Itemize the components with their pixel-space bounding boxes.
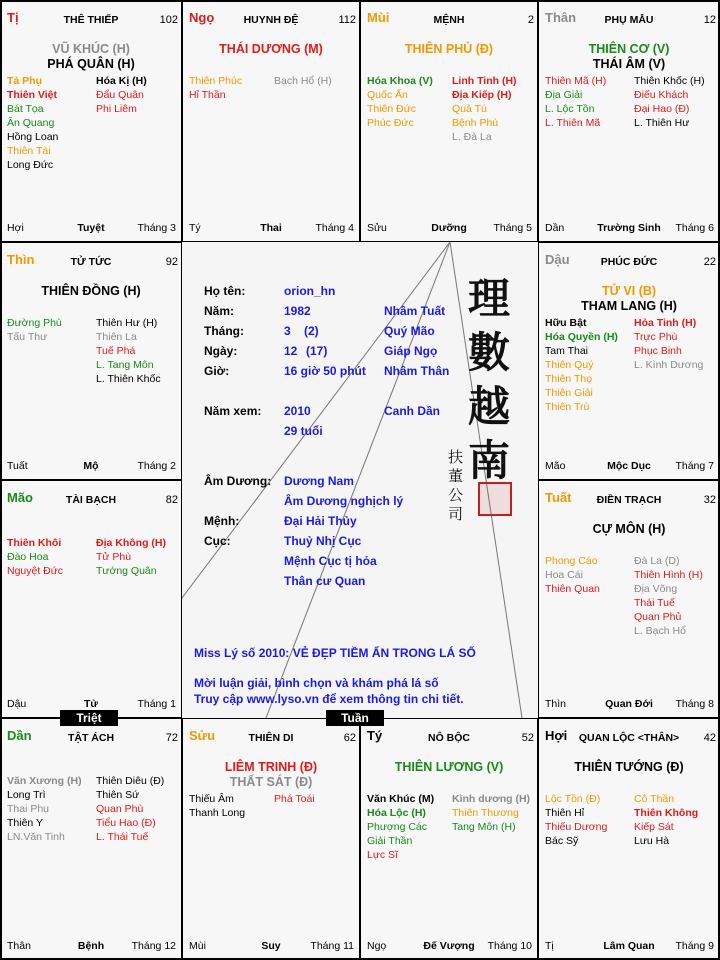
minor-star: Phục Binh [634,345,682,357]
triet-tag: Triệt [60,710,118,726]
minor-star: Phúc Đức [367,117,414,129]
footer-branch: Thân [7,940,31,952]
palace-cell-than[interactable] [538,0,720,242]
footer-branch: Ngọ [367,940,387,952]
footer-branch: Dậu [7,698,27,710]
info-ngay-am: (17) [306,344,328,358]
minor-star: L. Đà La [452,131,492,143]
palace-cell-hoi[interactable] [538,718,720,960]
palace-name: TÀI BẠCH [65,494,117,506]
footer-phase: Dưỡng [431,222,467,234]
minor-star: Nguyệt Đức [7,565,64,577]
palace-number: 102 [159,14,178,26]
minor-stars-left [545,554,600,596]
info-nam-xem-can: Canh Dần [384,404,441,418]
info-ho-ten: orion_hn [284,284,336,298]
grid-line [359,0,361,243]
minor-star: Đà La (D) [634,555,680,567]
footer-phase: Tuyệt [77,222,105,234]
minor-star: L. Kình Dương [634,359,704,371]
palace-number: 92 [165,256,178,268]
palace-name: THIÊN DI [248,732,294,744]
info-am-duong-2: Âm Dương nghịch lý [284,494,404,508]
footer-branch: Mão [545,460,566,472]
palace-cell-mao[interactable] [0,480,182,718]
footer-month: Tháng 2 [137,460,176,472]
minor-star: Hữu Bật [545,317,587,329]
palace-name: HUYNH ĐỆ [243,14,299,26]
minor-star: L. Thiên Khốc [96,373,161,385]
info-thang-label: Tháng: [204,324,244,338]
info-menh-label: Mệnh: [204,514,240,528]
minor-star: Thai Phụ [7,803,50,815]
footer-branch: Sửu [367,222,387,234]
footer-month: Tháng 12 [131,940,176,952]
major-star: THIÊN ĐỒNG (H) [41,284,141,298]
minor-star: Thiên Hư (H) [96,317,158,329]
minor-star: Thiên Diêu (Đ) [96,775,165,787]
palace-name: MỆNH [433,14,465,26]
branch-label: Thìn [7,252,35,267]
info-thang: 3 [284,324,291,338]
minor-star: Tấu Thư [7,331,48,343]
palace-cell-tuat[interactable] [538,480,720,718]
palace-number: 12 [703,14,716,26]
grid-line [0,0,2,960]
minor-stars-left [189,792,245,820]
minor-star: L. Thiên Hư [634,117,690,129]
minor-stars-right [634,792,698,848]
footer-month: Tháng 9 [675,940,714,952]
minor-star: Hóa Khoa (V) [367,75,433,87]
footer-phase: Suy [261,940,281,952]
palace-number: 2 [527,14,534,26]
minor-star: Tử Phù [96,551,132,563]
minor-stars-right [634,316,703,372]
footer-branch: Thìn [545,698,567,710]
tuan-tag: Tuần [326,710,384,726]
grid-line [538,241,720,243]
minor-star: Địa Võng [634,583,678,595]
info-menh: Đại Hải Thủy [284,514,357,528]
major-star: THẤT SÁT (Đ) [229,775,313,789]
minor-stars-right [274,792,315,806]
info-thang-am: (2) [304,324,319,338]
palace-number: 62 [343,732,356,744]
minor-star: Thiếu Âm [189,793,234,805]
minor-stars-right [96,316,161,386]
minor-stars-right [96,536,166,578]
minor-star: Đường Phù [7,317,62,329]
minor-star: Bạch Hổ (H) [274,75,332,87]
major-star: CỰ MÔN (H) [592,522,666,536]
minor-star: Thiếu Dương [545,821,608,833]
branch-label: Tị [7,10,19,25]
footer-month: Tháng 10 [487,940,532,952]
branch-label: Hợi [545,728,568,743]
major-star: TỬ VI (B) [601,284,657,298]
palace-cell-dau[interactable] [538,242,720,480]
minor-stars-right [634,554,703,638]
minor-star: Trực Phù [634,331,678,343]
palace-number: 42 [703,732,716,744]
palace-name: PHÚC ĐỨC [600,256,658,268]
palace-number: 112 [338,14,356,26]
minor-star: Đào Hoa [7,551,49,563]
footer-phase: Trường Sinh [597,222,661,234]
palace-name: TẬT ÁCH [67,732,115,744]
minor-stars-left [7,536,63,578]
info-cuc-3: Thân cư Quan [284,574,366,588]
branch-label: Tuất [545,490,572,505]
palace-cell-thin[interactable] [0,242,182,480]
red-seal-stamp [478,482,512,516]
info-cuc-2: Mệnh Cục tị hỏa [284,554,377,568]
palace-name: THÊ THIẾP [63,14,119,26]
calligraphy-small: 扶董公司 [448,448,464,523]
footer-month: Tháng 6 [675,222,714,234]
minor-stars-left [189,74,242,102]
minor-star: Đẩu Quân [96,89,144,101]
minor-star: Thiên Giải [545,387,593,399]
footer-branch: Tý [189,222,201,234]
info-gio-label: Giờ: [204,364,230,378]
minor-star: Thiên Thọ [545,373,593,385]
footer-month: Tháng 11 [310,940,354,952]
major-star: THIÊN TƯỚNG (Đ) [574,760,684,774]
minor-star: Thiên La [96,331,137,343]
palace-number: 52 [521,732,534,744]
minor-star: L. Bạch Hổ [634,625,686,637]
minor-star: Hóa Kị (H) [96,75,147,87]
minor-star: Tam Thai [545,345,588,357]
footer-branch: Hợi [7,222,24,234]
minor-stars-left [545,792,607,848]
minor-star: Tiểu Hao (Đ) [96,817,156,829]
minor-star: L. Tang Môn [96,359,154,371]
footer-phase: Bệnh [77,940,105,952]
minor-stars-right [452,792,530,834]
center-info-panel [182,242,538,718]
palace-cell-ti[interactable] [0,0,182,242]
minor-star: Điếu Khách [634,89,689,101]
branch-label: Dần [7,728,32,743]
major-star: PHÁ QUÂN (H) [47,57,135,71]
minor-star: Địa Giải [545,89,583,101]
major-star: THÁI ÂM (V) [592,57,666,71]
major-star: THIÊN LƯƠNG (V) [394,760,504,774]
branch-label: Sửu [189,728,216,743]
minor-star: L. Lộc Tồn [545,103,595,115]
minor-stars-left [7,316,62,344]
grid-line [359,717,361,960]
palace-name: TỬ TỨC [70,256,112,268]
minor-stars-left [545,316,618,414]
minor-star: Thiên Đức [367,103,417,115]
info-tuoi: 29 tuổi [284,424,323,438]
footer-month: Tháng 7 [675,460,714,472]
major-star: VŨ KHÚC (H) [52,42,130,56]
info-nam-xem: 2010 [284,404,311,418]
minor-star: Kình dương (H) [452,793,531,805]
minor-star: Địa Kiếp (H) [452,89,512,101]
footer-branch: Tuất [7,460,28,472]
minor-star: L. Thái Tuế [96,831,149,843]
minor-star: Quốc Ấn [367,89,408,101]
info-ngay: 12 [284,344,298,358]
minor-star: Thiên Khôi [7,537,62,549]
minor-star: Phượng Các [367,821,428,833]
footer-month: Tháng 4 [315,222,354,234]
minor-stars-right [96,774,164,844]
footer-phase: Đế Vượng [423,940,475,952]
footer-phase: Thai [260,222,282,234]
minor-star: Tuế Phá [96,345,136,357]
footer-phase: Mộ [83,460,99,472]
footer-phase: Lâm Quan [603,940,655,952]
minor-star: L. Thiên Mã [545,117,601,129]
minor-star: Thiên Quan [545,583,600,595]
footer-month: Tháng 8 [675,698,714,710]
info-am-duong-label: Âm Dương: [204,474,272,488]
minor-star: Hoa Cái [545,569,583,581]
palace-cell-dan[interactable] [0,718,182,960]
minor-star: Thiên Phúc [189,75,243,87]
minor-star: Thanh Long [189,807,246,819]
minor-star: Hồng Loan [7,131,59,143]
minor-star: Bác Sỹ [545,835,579,847]
info-miss: Miss Lý số 2010: VẺ ĐẸP TIỀM ẨN TRONG LÁ SỐ [194,646,476,660]
minor-stars-left [367,792,434,862]
branch-label: Dậu [545,252,570,267]
footer-month: Tháng 5 [493,222,532,234]
minor-star: Tả Phụ [7,75,43,87]
palace-number: 32 [703,494,716,506]
minor-star: Phong Cáo [545,555,598,567]
palace-name: ĐIỀN TRẠCH [596,494,662,506]
palace-cell-mui[interactable] [360,0,538,242]
footer-branch: Tị [545,940,554,952]
minor-star: Đại Hao (Đ) [634,103,690,115]
minor-star: Kiếp Sát [634,821,674,833]
info-ho-ten-label: Họ tên: [204,284,246,298]
minor-star: Giải Thần [367,835,413,847]
minor-star: Hỉ Thần [189,89,226,101]
minor-star: Thiên Hình (H) [634,569,703,581]
palace-cell-ty[interactable] [360,718,538,960]
major-star: LIÊM TRINH (Đ) [224,760,318,774]
minor-star: Ân Quang [7,117,55,129]
info-gio-can: Nhâm Thân [384,364,450,378]
palace-number: 82 [165,494,178,506]
minor-star: LN.Văn Tinh [7,831,65,843]
palace-number: 22 [703,256,716,268]
minor-star: Văn Khúc (M) [367,793,435,805]
minor-star: Lưu Hà [634,835,670,847]
info-thang-can: Quý Mão [384,324,435,338]
minor-star: Cô Thần [634,793,675,805]
minor-stars-left [7,774,82,844]
minor-star: Phi Liêm [96,103,137,115]
info-cuc-label: Cục: [204,534,231,548]
minor-stars-right [96,74,147,116]
minor-stars-right [634,74,705,130]
grid-line [0,479,182,481]
palace-name: QUAN LỘC <THÂN> [578,732,680,744]
palace-cell-ngo[interactable] [182,0,360,242]
minor-stars-left [367,74,433,130]
minor-star: Thiên Sứ [96,789,140,801]
info-ngay-label: Ngày: [204,344,238,358]
minor-star: Tang Môn (H) [452,821,516,833]
minor-star: Hóa Lộc (H) [367,807,426,819]
branch-label: Ngọ [189,10,215,25]
major-star: THIÊN PHỦ (Đ) [404,42,494,56]
minor-star: Thiên Quý [545,359,594,371]
branch-label: Tý [367,728,383,743]
footer-month: Tháng 3 [137,222,176,234]
footer-phase: Quan Đới [605,698,653,710]
minor-stars-right [452,74,517,144]
minor-star: Thiên Y [7,817,43,829]
minor-star: Bệnh Phù [452,117,499,129]
minor-star: Thiên Mã (H) [545,75,607,87]
info-truy-cap: Truy cập www.lyso.vn để xem thông tin chi tiết. [194,692,464,706]
calligraphy-text: 理數越南 [468,274,511,485]
minor-star: Phá Toái [274,793,315,805]
info-ngay-can: Giáp Ngọ [384,344,438,358]
minor-star: Thiên Trù [545,401,590,413]
palace-name: NÔ BỘC [428,732,470,744]
minor-star: Lộc Tồn (Đ) [545,793,601,805]
info-am-duong: Dương Nam [284,474,354,488]
palace-number: 72 [165,732,178,744]
minor-stars-left [7,74,58,172]
minor-star: Hỏa Tinh (H) [634,317,697,329]
info-nam-xem-label: Năm xem: [204,404,262,418]
palace-name: PHỤ MẪU [604,14,654,26]
info-nam: 1982 [284,304,311,318]
major-star: THIÊN CƠ (V) [588,42,670,56]
footer-month: Tháng 1 [137,698,176,710]
branch-label: Thân [545,10,577,25]
minor-star: Quả Tú [452,103,487,115]
minor-star: Thiên Không [634,807,699,819]
grid-line [0,241,182,243]
minor-star: Thiên Việt [7,89,57,101]
info-moi: Mời luận giải, bình chọn và khám phá lá số [194,676,439,690]
major-star: THAM LANG (H) [581,299,677,313]
footer-phase: Tử [83,698,99,710]
minor-star: Long Đức [7,159,54,171]
info-nam-label: Năm: [204,304,235,318]
minor-star: Quan Phù [96,803,144,815]
grid-line [538,479,720,481]
minor-star: Quan Phủ [634,611,682,623]
minor-star: Thái Tuế [634,597,675,609]
minor-star: Thiên Hỉ [545,807,585,819]
minor-star: Thiên Thương [452,807,519,819]
minor-star: Thiên Tài [7,145,51,157]
branch-label: Mão [7,490,33,505]
palace-cell-suu[interactable] [182,718,360,960]
info-gio: 16 giờ 50 phút [284,364,366,378]
footer-branch: Dần [545,222,565,234]
info-nam-can: Nhâm Tuất [384,304,446,318]
footer-branch: Mùi [189,940,206,952]
branch-label: Mùi [367,10,390,25]
minor-star: Văn Xương (H) [7,775,82,787]
minor-star: Linh Tinh (H) [452,75,517,87]
minor-star: Bát Tọa [7,103,44,115]
minor-star: Địa Không (H) [96,537,166,549]
minor-star: Lực Sĩ [367,849,398,861]
minor-star: Tướng Quân [96,565,157,577]
minor-star: Hóa Quyền (H) [545,331,618,343]
minor-star: Thiên Khốc (H) [634,75,705,87]
info-cuc: Thuỷ Nhị Cục [284,534,362,548]
footer-phase: Mộc Dục [607,460,651,472]
minor-stars-right [274,74,332,88]
minor-star: Long Trì [7,789,46,801]
major-star: THÁI DƯƠNG (M) [219,42,323,56]
minor-stars-left [545,74,606,130]
